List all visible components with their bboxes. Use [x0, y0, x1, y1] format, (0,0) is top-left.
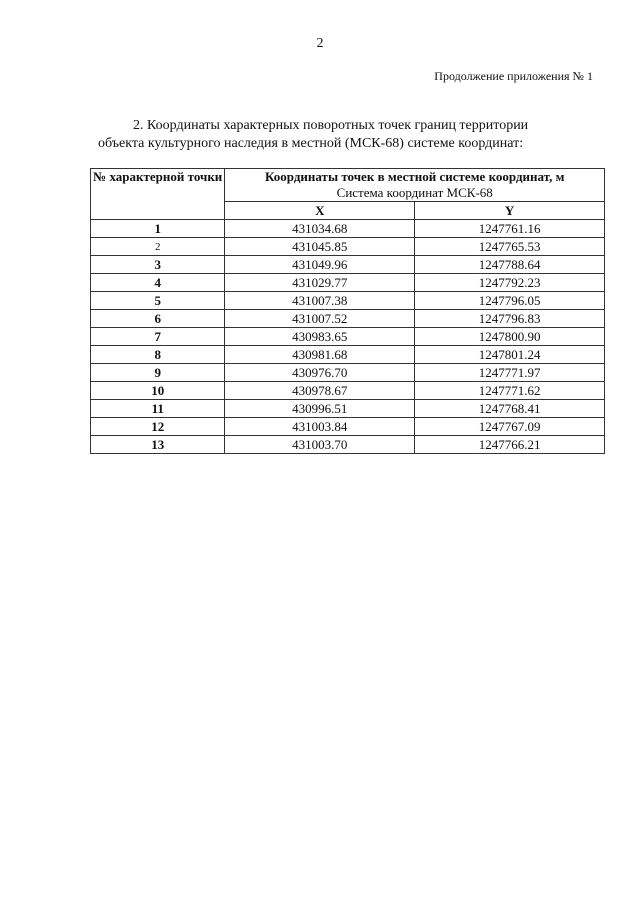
- x-coordinate-cell: 430978.67: [225, 382, 415, 400]
- point-number-cell: 11: [91, 400, 225, 418]
- table-row: [91, 346, 605, 364]
- y-coordinate-cell: 1247796.05: [415, 292, 605, 310]
- page-number: 2: [316, 36, 324, 51]
- y-coordinate-cell: 1247765.53: [415, 238, 605, 256]
- x-coordinate-cell: 431007.38: [225, 292, 415, 310]
- table-row: [91, 418, 605, 436]
- point-number-cell: 9: [91, 364, 225, 382]
- y-coordinate-cell: 1247801.24: [415, 346, 605, 364]
- y-coordinate-cell: 1247771.62: [415, 382, 605, 400]
- table-row: [91, 382, 605, 400]
- table-row: [91, 274, 605, 292]
- x-coordinate-cell: 431034.68: [225, 220, 415, 238]
- table-row: [91, 256, 605, 274]
- coordinate-system-label: Система координат МСК-68: [336, 185, 493, 200]
- point-number-cell: 13: [91, 436, 225, 454]
- point-number-cell: 7: [91, 328, 225, 346]
- point-number-cell: 2: [91, 238, 225, 256]
- table-row: [91, 436, 605, 454]
- coordinates-title: Координаты точек в местной системе координат, м: [265, 169, 565, 184]
- point-number-cell: 6: [91, 310, 225, 328]
- section-heading-line-1: 2. Координаты характерных поворотных точек границ территории: [133, 118, 529, 133]
- section-heading-line-2: объекта культурного наследия в местной (МСК-68) системе координат:: [98, 136, 524, 151]
- x-coordinate-cell: 431003.70: [225, 436, 415, 454]
- table-row: [91, 238, 605, 256]
- table-row: [91, 400, 605, 418]
- table-header: [91, 169, 605, 220]
- y-coordinate-cell: 1247768.41: [415, 400, 605, 418]
- table-row: [91, 292, 605, 310]
- table-row: [91, 310, 605, 328]
- column-header-x: X: [225, 202, 415, 220]
- x-coordinate-cell: 431029.77: [225, 274, 415, 292]
- point-number-cell: 1: [91, 220, 225, 238]
- table-row: [91, 364, 605, 382]
- y-coordinate-cell: 1247767.09: [415, 418, 605, 436]
- y-coordinate-cell: 1247800.90: [415, 328, 605, 346]
- x-coordinate-cell: 430976.70: [225, 364, 415, 382]
- column-header-point: № характерной точки: [91, 169, 225, 220]
- point-number-cell: 10: [91, 382, 225, 400]
- x-coordinate-cell: 431007.52: [225, 310, 415, 328]
- table-row: [91, 328, 605, 346]
- point-number-cell: 5: [91, 292, 225, 310]
- x-coordinate-cell: 430981.68: [225, 346, 415, 364]
- x-coordinate-cell: 431003.84: [225, 418, 415, 436]
- coordinates-table: [90, 168, 605, 454]
- point-number-cell: 8: [91, 346, 225, 364]
- x-coordinate-cell: 430996.51: [225, 400, 415, 418]
- point-number-cell: 3: [91, 256, 225, 274]
- point-number-cell: 4: [91, 274, 225, 292]
- y-coordinate-cell: 1247788.64: [415, 256, 605, 274]
- column-header-coordinates: [225, 169, 605, 202]
- y-coordinate-cell: 1247766.21: [415, 436, 605, 454]
- point-number-cell: 12: [91, 418, 225, 436]
- y-coordinate-cell: 1247771.97: [415, 364, 605, 382]
- column-header-y: Y: [415, 202, 605, 220]
- section-heading: [98, 117, 578, 153]
- y-coordinate-cell: 1247792.23: [415, 274, 605, 292]
- appendix-note: Продолжение приложения № 1: [434, 69, 593, 83]
- x-coordinate-cell: 431045.85: [225, 238, 415, 256]
- table-body: [91, 220, 605, 454]
- table-row: [91, 220, 605, 238]
- y-coordinate-cell: 1247761.16: [415, 220, 605, 238]
- x-coordinate-cell: 431049.96: [225, 256, 415, 274]
- x-coordinate-cell: 430983.65: [225, 328, 415, 346]
- y-coordinate-cell: 1247796.83: [415, 310, 605, 328]
